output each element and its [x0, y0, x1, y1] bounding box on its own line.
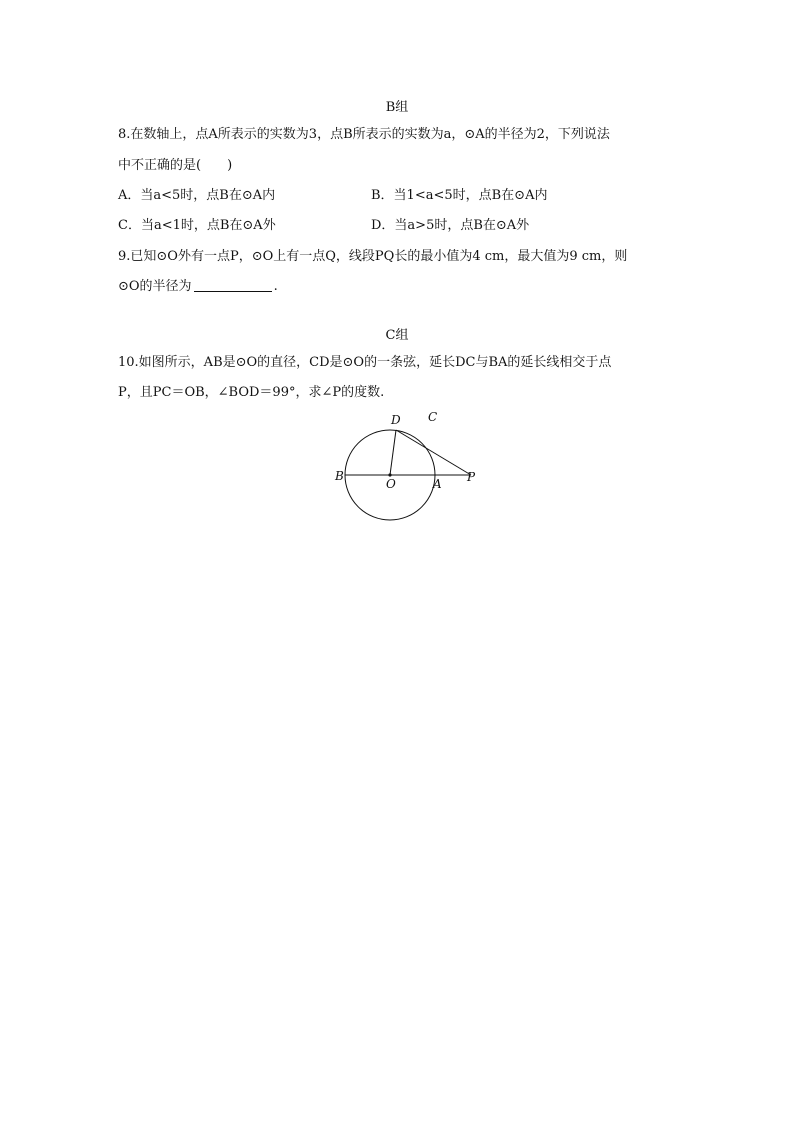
- segment-od: [390, 430, 396, 475]
- q10-line2: P，且PC＝OB，∠BOD＝99°，求∠P的度数.: [118, 385, 385, 400]
- segment-dp: [396, 430, 471, 475]
- section-b-heading: B组: [385, 100, 409, 115]
- q9-line2-text: ⊙O的半径为: [118, 279, 192, 294]
- q9-line2-end: .: [273, 279, 278, 294]
- q10-line1: 10.如图所示，AB是⊙O的直径，CD是⊙O的一条弦，延长DC与BA的延长线相交于点: [118, 355, 612, 370]
- label-b: B: [335, 469, 344, 483]
- label-c: C: [428, 410, 438, 424]
- q8-option-b: B．当1<a<5时，点B在⊙A内: [371, 188, 548, 203]
- q8-line2: 中不正确的是( ): [118, 158, 233, 173]
- label-d: D: [391, 413, 401, 427]
- q8-option-a: A．当a<5时，点B在⊙A内: [118, 188, 276, 203]
- q9-line1: 9.已知⊙O外有一点P，⊙O上有一点Q，线段PQ长的最小值为4 cm，最大值为9 cm，则: [118, 249, 628, 264]
- label-o: O: [386, 477, 396, 491]
- q8-line1: 8.在数轴上，点A所表示的实数为3，点B所表示的实数为a，⊙A的半径为2，下列说法: [118, 127, 610, 142]
- q8-option-c: C．当a<1时，点B在⊙A外: [118, 218, 276, 233]
- label-p: P: [467, 470, 476, 484]
- section-c-heading: C组: [385, 328, 409, 343]
- q8-option-d: D．当a>5时，点B在⊙A外: [371, 218, 530, 233]
- label-a: A: [433, 477, 442, 491]
